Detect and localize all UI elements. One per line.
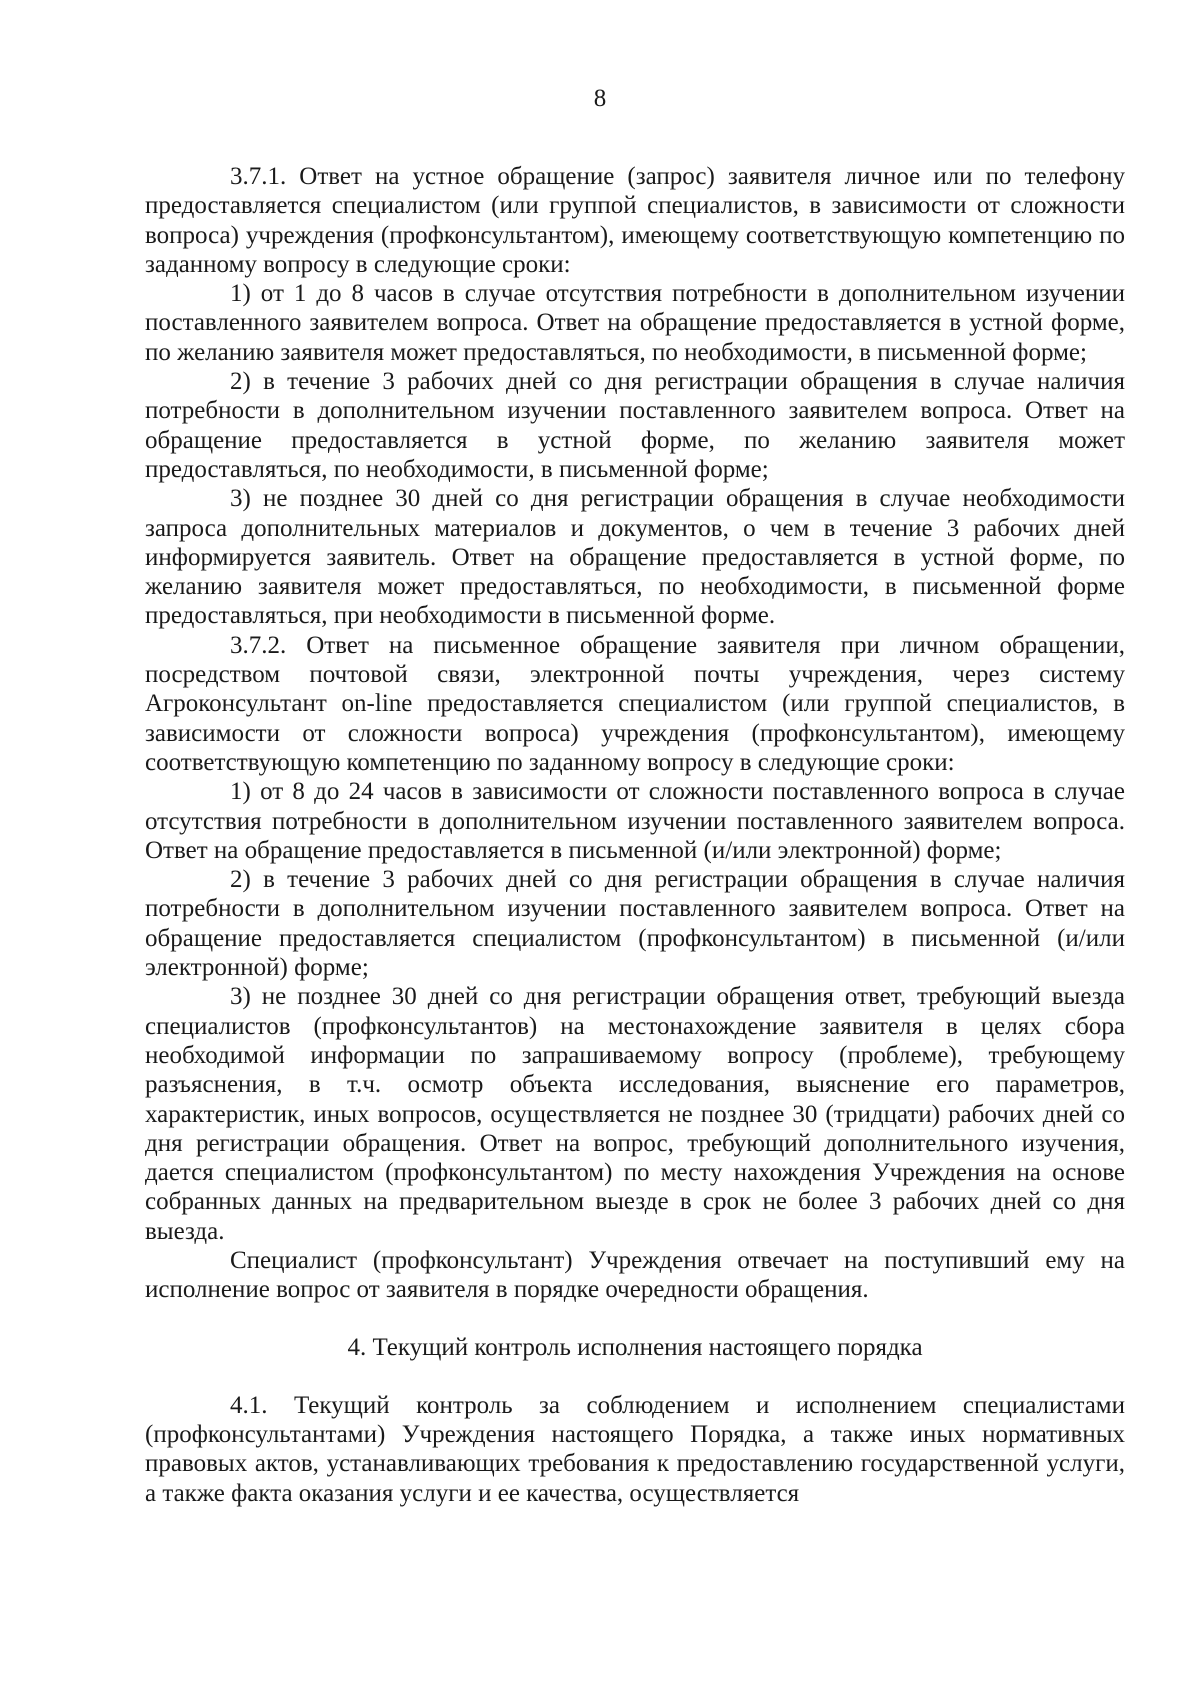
section-heading: 4. Текущий контроль исполнения настоящего порядка xyxy=(347,1333,923,1361)
page-number: 8 xyxy=(593,85,607,112)
document-body xyxy=(145,162,1125,1508)
paragraph-3-7-1: 3.7.1. Ответ на устное обращение (запрос) заявителя личное или по телефону предоставляется специалистом (или группой специалистов, в зависимости от сложности вопроса) учреждения (профконсультантом), имеющему соответствующую компетенцию по заданному вопросу в следующие сроки: xyxy=(145,163,1125,278)
paragraph-specialist-order: Специалист (профконсультант) Учреждения отвечает на поступивший ему на исполнение вопрос от заявителя в порядке очередности обращения. xyxy=(145,1246,1125,1304)
paragraph-3-7-1-item-1: 1) от 1 до 8 часов в случае отсутствия потребности в дополнительном изучении поставленного заявителем вопроса. Ответ на обращение предоставляется в устной форме, по желанию заявителя может предоставляться, по необходимости, в письменной форме; xyxy=(145,280,1125,366)
paragraph-3-7-1-item-2: 2) в течение 3 рабочих дней со дня регистрации обращения в случае наличия потребности в дополнительном изучении поставленного заявителем вопроса. Ответ на обращение предоставляется в устной форме, по желанию заявителя может предоставляться, по необходимости, в письменной форме; xyxy=(145,368,1125,483)
paragraph-3-7-2-item-2: 2) в течение 3 рабочих дней со дня регистрации обращения в случае наличия потребности в дополнительном изучении поставленного заявителем вопроса. Ответ на обращение предоставляется специалистом (профконсультантом) в письменной (и/или электронной) форме; xyxy=(145,866,1125,982)
paragraph-3-7-2-item-3: 3) не позднее 30 дней со дня регистрации обращения ответ, требующий выезда специалистов (профконсультантов) на местонахождение заявителя в целях сбора необходимой информации по запрашиваемому вопросу (проблеме), требующему разъяснения, в т.ч. осмотр объекта исследования, выяснение его параметров, характеристик, иных вопросов, осуществляется не позднее 30 (тридцати) рабочих дней со дня регистрации обращения. Ответ на вопрос, требующий дополнительного изучения, дается специалистом (профконсультантом) по месту нахождения Учреждения на основе собранных данных на предварительном выезде в срок не более 3 рабочих дней со дня выезда. xyxy=(145,983,1125,1245)
paragraph-3-7-2: 3.7.2. Ответ на письменное обращение заявителя при личном обращении, посредством почтовой связи, электронной почты учреждения, через систему Агроконсультант on-line предоставляется специалистом (или группой специалистов, в зависимости от сложности вопроса) учреждения (профконсультантом), имеющему соответствующую компетенцию по заданному вопросу в следующие сроки: xyxy=(145,631,1125,776)
paragraph-3-7-2-item-1: 1) от 8 до 24 часов в зависимости от сложности поставленного вопроса в случае отсутствия потребности в дополнительном изучении поставленного заявителем вопроса. Ответ на обращение предоставляется в письменной (и/или электронной) форме; xyxy=(145,778,1125,864)
paragraph-4-1: 4.1. Текущий контроль за соблюдением и исполнением специалистами (профконсультантами) Учреждения настоящего Порядка, а также иных нормативных правовых актов, устанавливающих требования к предоставлению государственной услуги, а также факта оказания услуги и ее качества, осуществляется xyxy=(145,1391,1125,1507)
paragraph-3-7-1-item-3: 3) не позднее 30 дней со дня регистрации обращения в случае необходимости запроса дополнительных материалов и документов, о чем в течение 3 рабочих дней информируется заявитель. Ответ на обращение предоставляется в устной форме, по желанию заявителя может предоставляться, по необходимости, в письменной форме предоставляться, при необходимости в письменной форме. xyxy=(145,485,1125,630)
